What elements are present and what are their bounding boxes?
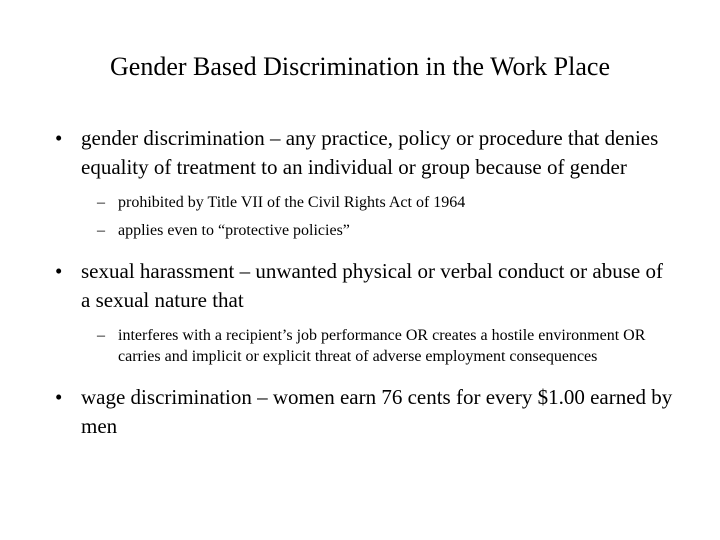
bullet-text: gender discrimination – any practice, policy or procedure that denies equality of treatment to an individual or group because of gender	[81, 126, 659, 179]
sub-bullet-text: interferes with a recipient’s job performance OR creates a hostile environment OR carries and implicit or explicit threat of adverse employment consequences	[118, 327, 646, 365]
bullet-text: wage discrimination – women earn 76 cents for every $1.00 earned by men	[81, 385, 673, 438]
bullet-list	[55, 124, 675, 450]
sub-bullet-item	[97, 220, 675, 241]
sub-bullet-text: applies even to “protective policies”	[118, 222, 350, 239]
bullet-dot-icon: •	[55, 126, 63, 150]
dash-icon: –	[97, 194, 105, 211]
bullet-text: sexual harassment – unwanted physical or verbal conduct or abuse of a sexual nature that	[81, 259, 663, 312]
sub-bullet-list	[81, 192, 675, 241]
bullet-dot-icon: •	[55, 385, 63, 409]
sub-bullet-text: prohibited by Title VII of the Civil Rights Act of 1964	[118, 194, 466, 211]
bullet-item-sexual-harassment	[55, 257, 675, 367]
slide-title: Gender Based Discrimination in the Work Place	[110, 52, 610, 81]
sub-bullet-item	[97, 325, 675, 367]
sub-bullet-item	[97, 192, 675, 213]
dash-icon: –	[97, 222, 105, 239]
bullet-item-wage-discrimination	[55, 383, 675, 441]
dash-icon: –	[97, 327, 105, 344]
sub-bullet-list	[81, 325, 675, 367]
bullet-dot-icon: •	[55, 259, 63, 283]
bullet-item-gender-discrimination	[55, 124, 675, 241]
